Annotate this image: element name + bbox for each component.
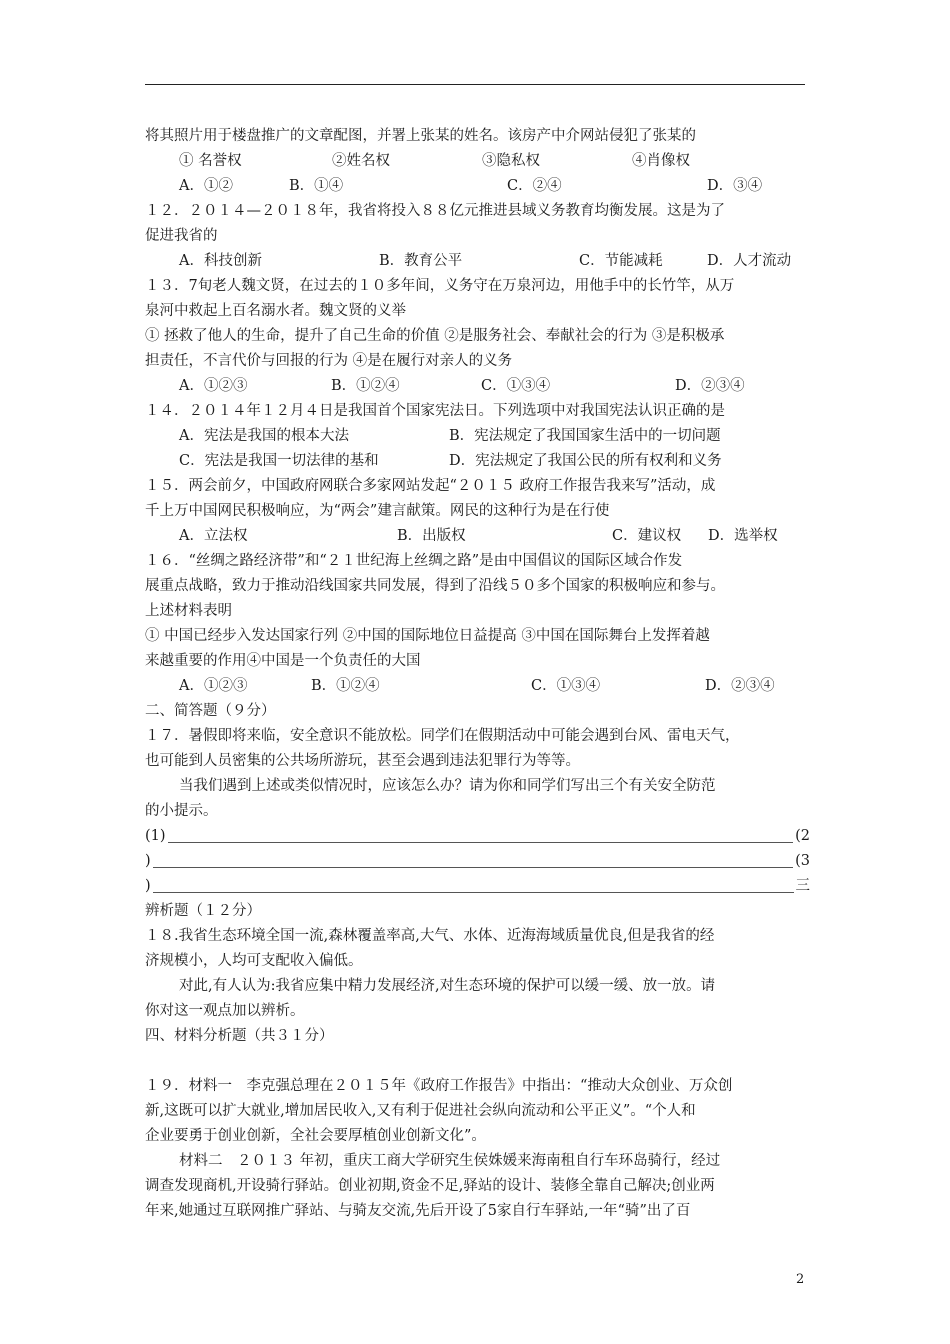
q13-option-c: C．①③④ [481,378,551,394]
q16-stem-4: ① 中国已经步入发达国家行列 ②中国的国际地位日益提高 ③中国在国际舞台上发挥着越 [145,628,710,644]
header-rule [145,84,805,85]
q15-options [145,524,810,549]
q19-material-1-line-2: 新,这既可以扩大就业,增加居民收入,又有利于促进社会纵向流动和公平正义”。“个人和 [145,1103,696,1119]
q15-stem-1: １５．两会前夕，中国政府网联合多家网站发起“２０１５ 政府工作报告我来写”活动，成 [145,478,716,494]
q16-option-d: D．②③④ [705,678,775,694]
q14-option-b: B．宪法规定了我国国家生活中的一切问题 [449,428,721,444]
q13-options [145,374,810,399]
q13-stem-2: 泉河中救起上百名溺水者。魏文贤的义举 [145,303,406,319]
exam-page-content [145,124,810,1224]
q14-options-cd [145,449,810,474]
q17-blank-2[interactable] [153,866,793,868]
q18-stem-4: 你对这一观点加以辨析。 [145,1003,305,1019]
page-number: 2 [796,1272,805,1287]
q15-option-c: C．建议权 [612,528,682,544]
q11-item-3: ③隐私权 [482,153,540,169]
q17-answer-line-3[interactable] [145,874,810,899]
q16-stem-2: 展重点战略，致力于推动沿线国家共同发展，得到了沿线５０多个国家的积极响应和参与。 [145,578,725,594]
q12-option-c: C．节能减耗 [579,253,663,269]
section-3-title: 辨析题（１２分） [145,903,261,919]
q17-blank-1[interactable] [168,841,794,843]
q19-material-1-line-1: １９．材料一 李克强总理在２０１５年《政府工作报告》中指出：“推动大众创业、万众创 [145,1078,733,1094]
q17-answer-line-2[interactable] [145,849,810,874]
q11-item-4: ④肖像权 [632,153,690,169]
q15-option-d: D．选举权 [708,528,778,544]
q12-option-d: D．人才流动 [707,253,792,269]
q11-option-d: D．③④ [707,178,763,194]
q14-option-d: D．宪法规定了我国公民的所有权利和义务 [449,453,722,469]
q18-stem-1: １８.我省生态环境全国一流,森林覆盖率高,大气、水体、近海海域质量优良,但是我省的经 [145,928,715,944]
q17-stem-2: 也可能到人员密集的公共场所游玩，甚至会遇到违法犯罪行为等等。 [145,753,580,769]
q17-blank-2-label-end: ) [145,853,151,869]
q11-stem: 将其照片用于楼盘推广的文章配图，并署上张某的姓名。该房产中介网站侵犯了张某的 [145,128,696,144]
spacer [145,1049,810,1074]
q12-options [145,249,810,274]
q13-stem-4: 担责任，不言代价与回报的行为 ④是在履行对亲人的义务 [145,353,513,369]
q11-option-b: B．①④ [289,178,344,194]
q16-options [145,674,810,699]
q19-material-1-line-3: 企业要勇于创业创新，全社会要厚植创业创新文化”。 [145,1128,486,1144]
q11-options [145,174,810,199]
q11-item-2: ②姓名权 [332,153,390,169]
q17-blank-1-label: (1) [145,828,166,844]
q18-stem-2: 济规模小，人均可支配收入偏低。 [145,953,363,969]
q17-stem-3: 当我们遇到上述或类似情况时，应该怎么办？请为你和同学们写出三个有关安全防范 [179,778,716,794]
q12-stem-1: １２．２０１４—２０１８年，我省将投入８８亿元推进县域义务教育均衡发展。这是为了 [145,203,725,219]
q14-stem: １４．２０１４年１２月４日是我国首个国家宪法日。下列选项中对我国宪法认识正确的是 [145,403,725,419]
q15-option-b: B．出版权 [397,528,466,544]
q16-option-a: A．①②③ [179,678,248,694]
q12-option-b: B．教育公平 [379,253,463,269]
q18-stem-3: 对此,有人认为:我省应集中精力发展经济,对生态环境的保护可以缓一缓、放一放。请 [179,978,716,994]
q15-stem-2: 千上万中国网民积极响应，为“两会”建言献策。网民的这种行为是在行使 [145,503,610,519]
q19-material-2-line-3: 年来,她通过互联网推广驿站、与骑友交流,先后开设了5家自行车驿站,一年“骑”出了百 [145,1203,691,1219]
q16-stem-1: １６．“丝绸之路经济带”和“２１世纪海上丝绸之路”是由中国倡议的国际区域合作发 [145,553,683,569]
q17-blank-3-label-end: ) [145,878,151,894]
q19-material-2-line-2: 调查发现商机,开设骑行驿站。创业初期,资金不足,驿站的设计、装修全靠自己解决;创业两 [145,1178,715,1194]
q16-stem-5: 来越重要的作用④中国是一个负责任的大国 [145,653,421,669]
section-3-number: 三 [795,878,810,894]
q16-option-b: B．①②④ [311,678,380,694]
q15-option-a: A．立法权 [179,528,248,544]
q17-blank-2-label: (2 [795,828,810,844]
section-2-title: 二、简答题（９分） [145,703,276,719]
q14-option-a: A．宪法是我国的根本大法 [179,428,349,444]
q13-option-d: D．②③④ [675,378,745,394]
q17-stem-1: １７．暑假即将来临，安全意识不能放松。同学们在假期活动中可能会遇到台风、雷电天气， [145,728,740,744]
q17-blank-3[interactable] [153,891,794,893]
q13-option-b: B．①②④ [331,378,400,394]
q13-stem-1: １３．7旬老人魏文贤，在过去的１０多年间，义务守在万泉河边，用他手中的长竹竿，从万 [145,278,735,294]
q14-options-ab [145,424,810,449]
q11-option-c: C．②④ [507,178,562,194]
q16-option-c: C．①③④ [531,678,601,694]
q17-answer-line-1[interactable] [145,824,810,849]
q12-stem-2: 促进我省的 [145,228,218,244]
q13-option-a: A．①②③ [179,378,248,394]
q12-option-a: A．科技创新 [179,253,262,269]
q14-option-c: C．宪法是我国一切法律的基和 [179,453,379,469]
section-4-title: 四、材料分析题（共３１分） [145,1028,334,1044]
q11-item-1: ① 名誉权 [179,153,242,169]
q17-blank-3-label: (3 [795,853,810,869]
q11-option-a: A．①② [179,178,233,194]
q11-items [145,149,810,174]
q16-stem-3: 上述材料表明 [145,603,232,619]
q13-stem-3: ① 拯救了他人的生命，提升了自己生命的价值 ②是服务社会、奉献社会的行为 ③是积极承 [145,328,725,344]
q19-material-2-line-1: 材料二 ２０１３ 年初，重庆工商大学研究生侯姝媛来海南租自行车环岛骑行，经过 [179,1153,721,1169]
q17-stem-4: 的小提示。 [145,803,218,819]
